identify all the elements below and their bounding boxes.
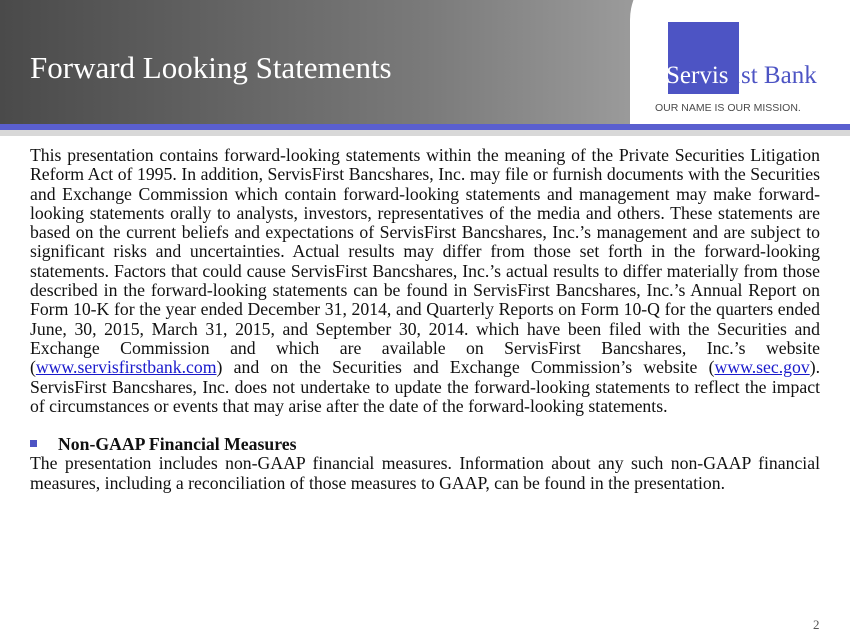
square-bullet-icon bbox=[30, 440, 37, 447]
logo-wordmark bbox=[666, 61, 817, 91]
main-content bbox=[30, 146, 820, 493]
non-gaap-paragraph: The presentation includes non-GAAP financial measures. Information about any such non-GAAP financial measures, including a reconciliation of those measures to GAAP, can be found in the presentation. bbox=[30, 453, 820, 493]
page-title: Forward Looking Statements bbox=[30, 50, 392, 85]
disclaimer-text-1: This presentation contains forward-looking statements within the meaning of the Private Securities Litigation Reform Act of 1995. In addition, ServisFirst Bancshares, Inc. may file or furnish documents with the Securities and Exchange Commission which contain forward-looking statements and management may make forward-looking statements orally to analysts, investors, representatives of the media and others. These statements are based on the current beliefs and expectations of ServisFirst Bancshares, Inc.’s management and are subject to significant risks and uncertainties. Actual results may differ from those set forth in the forward-looking statements. Factors that could cause ServisFirst Bancshares, Inc.’s actual results to differ materially from those described in the forward-looking statements can be found in ServisFirst Bancshares, Inc.’s Annual Report on Form 10-K for the year ended December 31, 2014, and Quarterly Reports on Form 10-Q for the quarters ended June, 30, 2015, March 31, 2015, and September 30, 2014. which have been filed with the Securities and Exchange Commission and which are available on ServisFirst Bancshares, Inc.’s website ( bbox=[30, 145, 820, 378]
logo-tagline: OUR NAME IS OUR MISSION. bbox=[655, 102, 801, 114]
logo-text-servis: Servis bbox=[666, 62, 729, 89]
header-banner bbox=[0, 0, 850, 124]
divider-bar bbox=[0, 130, 850, 136]
paragraph-gap bbox=[30, 416, 820, 435]
non-gaap-heading: Non-GAAP Financial Measures bbox=[58, 434, 297, 455]
disclaimer-text-2: ) and on the Securities and Exchange Commission’s website ( bbox=[216, 357, 715, 378]
bullet-item bbox=[30, 435, 820, 454]
logo-text-1st-bank: 1st Bank bbox=[728, 62, 817, 89]
disclaimer-text-3: ). ServisFirst Bancshares, Inc. does not undertake to update the forward-looking statements to reflect the impact of circumstances or events that may arise after the date of the forward-looking statements. bbox=[30, 357, 820, 416]
page-number: 2 bbox=[813, 617, 820, 632]
sec-website-link[interactable]: www.sec.gov bbox=[714, 357, 810, 378]
servisfirst-website-link[interactable]: www.servisfirstbank.com bbox=[35, 357, 217, 378]
disclaimer-paragraph bbox=[30, 146, 820, 416]
